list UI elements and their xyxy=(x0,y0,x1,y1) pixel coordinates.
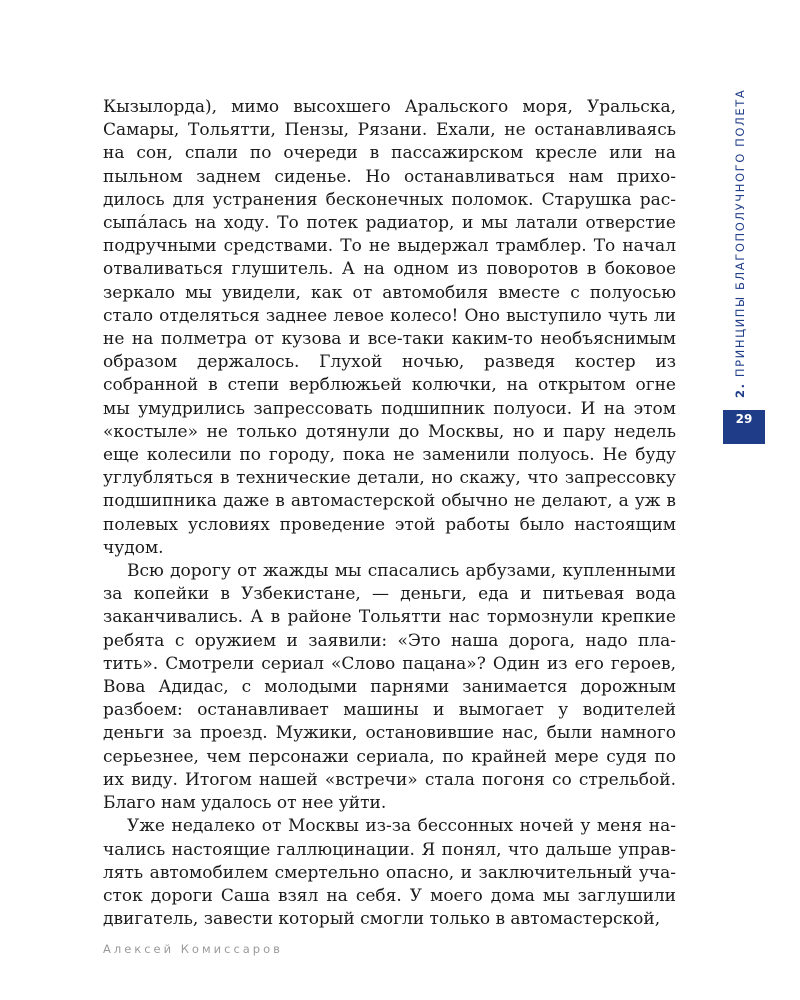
running-head-chapter xyxy=(733,88,747,398)
paragraph-1: Кызылорда), мимо высохшего Аральского моря, Уральска, Самары, Тольятти, Пензы, Рязани. Ехали, не останавливаясь на сон, спали по очереди в пассажирском кресле или на пыльном заднем сиденье. Но останавливаться нам приходилось для устранения бесконечных поломок. Старушка рассыпáлась на ходу. То потек радиатор, и мы латали отверстие подручными средствами. То не выдержал трамблер. То начал отваливаться глушитель. А на одном из поворотов в боковое зеркало мы увидели, как от автомобиля вместе с полуосью стало отделяться заднее левое колесо! Оно выступило чуть ли не на полметра от кузова и все-таки каким-то необъяснимым образом держалось. Глухой ночью, разведя костер из собранной в степи верблюжьей колючки, на открытом огне мы умудрились запрессовать подшипник полуоси. И на этом «костыле» не только дотянули до Москвы, но и пару недель еще колесили по городу, пока не заменили полуось. Не буду углубляться в технические детали, но скажу, что запрессовку подшипника даже в автомастерской обычно не делают, а уж в полевых условиях проведение этой работы было настоящим чудом. xyxy=(103,97,676,558)
paragraph-3: Уже недалеко от Москвы из-за бессонных ночей у меня начались настоящие галлюцинации. Я понял, что дальше управлять автомобилем смертельно опасно, и заключительный участок дороги Саша взял на себя. У моего дома мы заглушили двигатель, завести который смогли только в автомастерской, xyxy=(103,816,676,930)
footer-author: Алексей Комиссаров xyxy=(103,942,283,956)
page-number: 29 xyxy=(723,410,765,444)
chapter-title: ПРИНЦИПЫ БЛАГОПОЛУЧНОГО ПОЛЕТА xyxy=(733,88,747,378)
body-text xyxy=(103,96,676,931)
chapter-number: 2. xyxy=(733,382,747,398)
paragraph-2: Всю дорогу от жажды мы спасались арбузами, купленными за копейки в Узбекистане, — деньги, еда и питьевая вода заканчивались. А в районе Тольятти нас тормознули крепкие ребята с оружием и заявили: «Это наша дорога, надо платить». Смотрели сериал «Слово пацана»? Один из его героев, Вова Адидас, с молодыми парнями занимается дорожным разбоем: останавливает машины и вымогает у водителей деньги за проезд. Мужики, остановившие нас, были намного серьезнее, чем персонажи сериала, по крайней мере судя по их виду. Итогом нашей «встречи» стала погоня со стрельбой. Благо нам удалось от нее уйти. xyxy=(103,561,676,814)
